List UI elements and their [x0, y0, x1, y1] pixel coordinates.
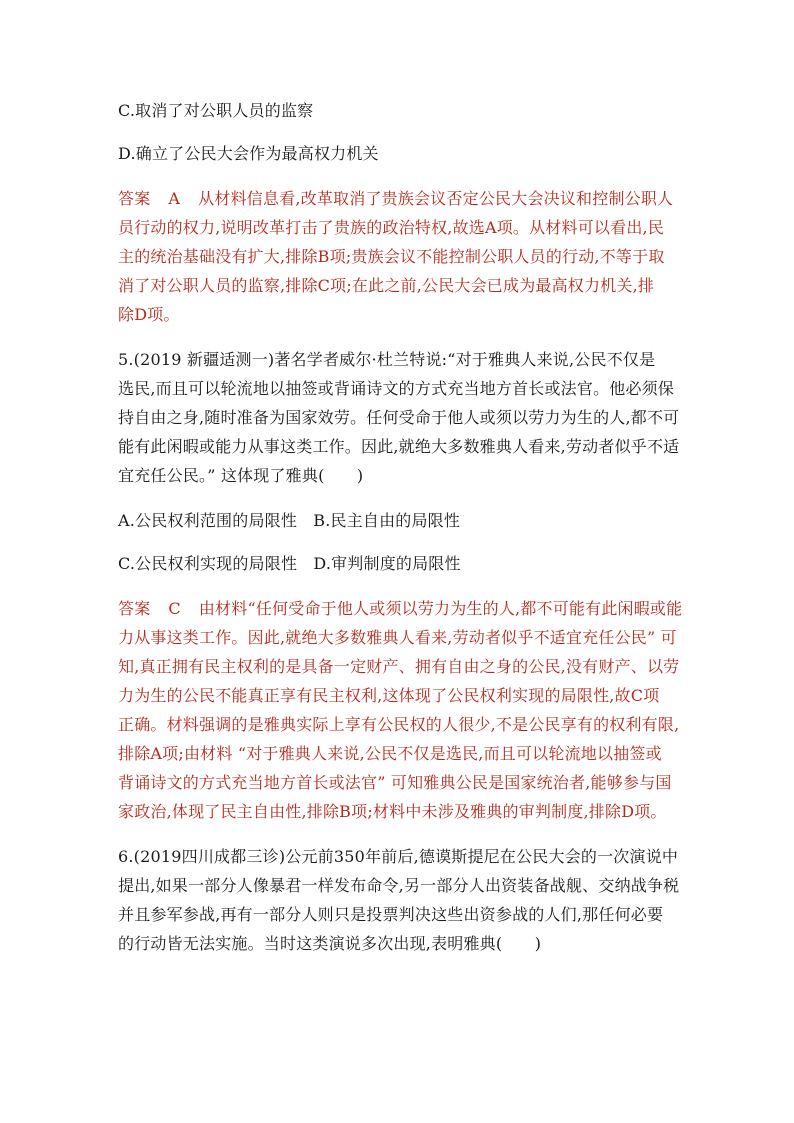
answer-choice: C: [168, 599, 181, 618]
q5-answer-block: [118, 594, 684, 826]
q5-answer-line-3: 知,真正拥有民主权利的是具备一定财产、拥有自由之身的公民,没有财产、以劳: [118, 657, 680, 676]
q5-answer-line-8: 家政治,体现了民主自由性,排除B项;材料中未涉及雅典的审判制度,排除D项。: [118, 802, 667, 821]
document-page: [118, 96, 684, 958]
question-5: [118, 345, 684, 490]
q5-options-ab: A.公民权利范围的局限性 B.民主自由的局限性: [118, 511, 461, 530]
q5-line-4: 能有此闲暇或能力从事这类工作。因此,就绝大多数雅典人看来,劳动者似乎不适: [118, 437, 680, 456]
answer-choice: A: [168, 189, 181, 208]
q4-answer-line-4: 消了对公职人员的监察,排除C项;在此之前,公民大会已成为最高权力机关,排: [118, 276, 655, 295]
q5-answer-line-1: [118, 594, 684, 623]
q5-answer-line-7: 背诵诗文的方式充当地方首长或法官” 可知雅典公民是国家统治者,能够参与国: [118, 773, 672, 792]
q5-answer-line-5: 正确。材料强调的是雅典实际上享有公民权的人很少,不是公民享有的权利有限,: [118, 715, 680, 734]
q4-answer-line-5: 除D项。: [118, 305, 180, 324]
q6-line-2: 提出,如果一部分人像暴君一样发布命令,另一部分人出资装备战舰、交纳战争税: [118, 876, 680, 895]
answer-label: 答案: [118, 189, 151, 208]
answer-text: 从材料信息看,改革取消了贵族会议否定公民大会决议和控制公职人: [198, 189, 674, 208]
q4-option-c: C.取消了对公职人员的监察: [118, 101, 314, 120]
q4-answer-line-2: 员行动的权力,说明改革打击了贵族的政治特权,故选A项。从材料可以看出,民: [118, 218, 665, 237]
q5-answer-line-4: 力为生的公民不能真正享有民主权利,这体现了公民权利实现的局限性,故C项: [118, 686, 660, 705]
q4-option-d: D.确立了公民大会作为最高权力机关: [118, 144, 379, 163]
q6-line-3: 并且参军参战,再有一部分人则只是投票判决这些出资参战的人们,那任何必要: [118, 905, 664, 924]
q4-answer-block: [118, 184, 684, 329]
question-6: [118, 842, 684, 958]
q4-answer-line-3: 主的统治基础没有扩大,排除B项;贵族会议不能控制公职人员的行动,不等于取: [118, 247, 665, 266]
answer-label: 答案: [118, 599, 151, 618]
q5-line-1: 5.(2019 新疆适测一)著名学者威尔·杜兰特说:“对于雅典人来说,公民不仅是: [118, 350, 656, 369]
q5-answer-line-2: 力从事这类工作。因此,就绝大多数雅典人看来,劳动者似乎不适宜充任公民” 可: [118, 628, 677, 647]
q6-line-1: 6.(2019四川成都三诊)公元前350年前后,德谟斯提尼在公民大会的一次演说中: [118, 847, 679, 866]
q4-answer-line-1: [118, 184, 684, 213]
q5-line-3: 持自由之身,随时准备为国家效劳。任何受命于他人或须以劳力为生的人,都不可: [118, 408, 680, 427]
q5-line-5: 宜充任公民。” 这体现了雅典( ): [118, 466, 364, 485]
q5-answer-line-6: 排除A项;由材料 “对于雅典人来说,公民不仅是选民,而且可以轮流地以抽签或: [118, 744, 662, 763]
answer-text: 由材料“任何受命于他人或须以劳力为生的人,都不可能有此闲暇或能: [198, 599, 683, 618]
q5-options-cd: C.公民权利实现的局限性 D.审判制度的局限性: [118, 554, 461, 573]
q6-line-4: 的行动皆无法实施。当时这类演说多次出现,表明雅典( ): [118, 934, 542, 953]
q5-line-2: 选民,而且可以轮流地以抽签或背诵诗文的方式充当地方首长或法官。他必须保: [118, 379, 675, 398]
